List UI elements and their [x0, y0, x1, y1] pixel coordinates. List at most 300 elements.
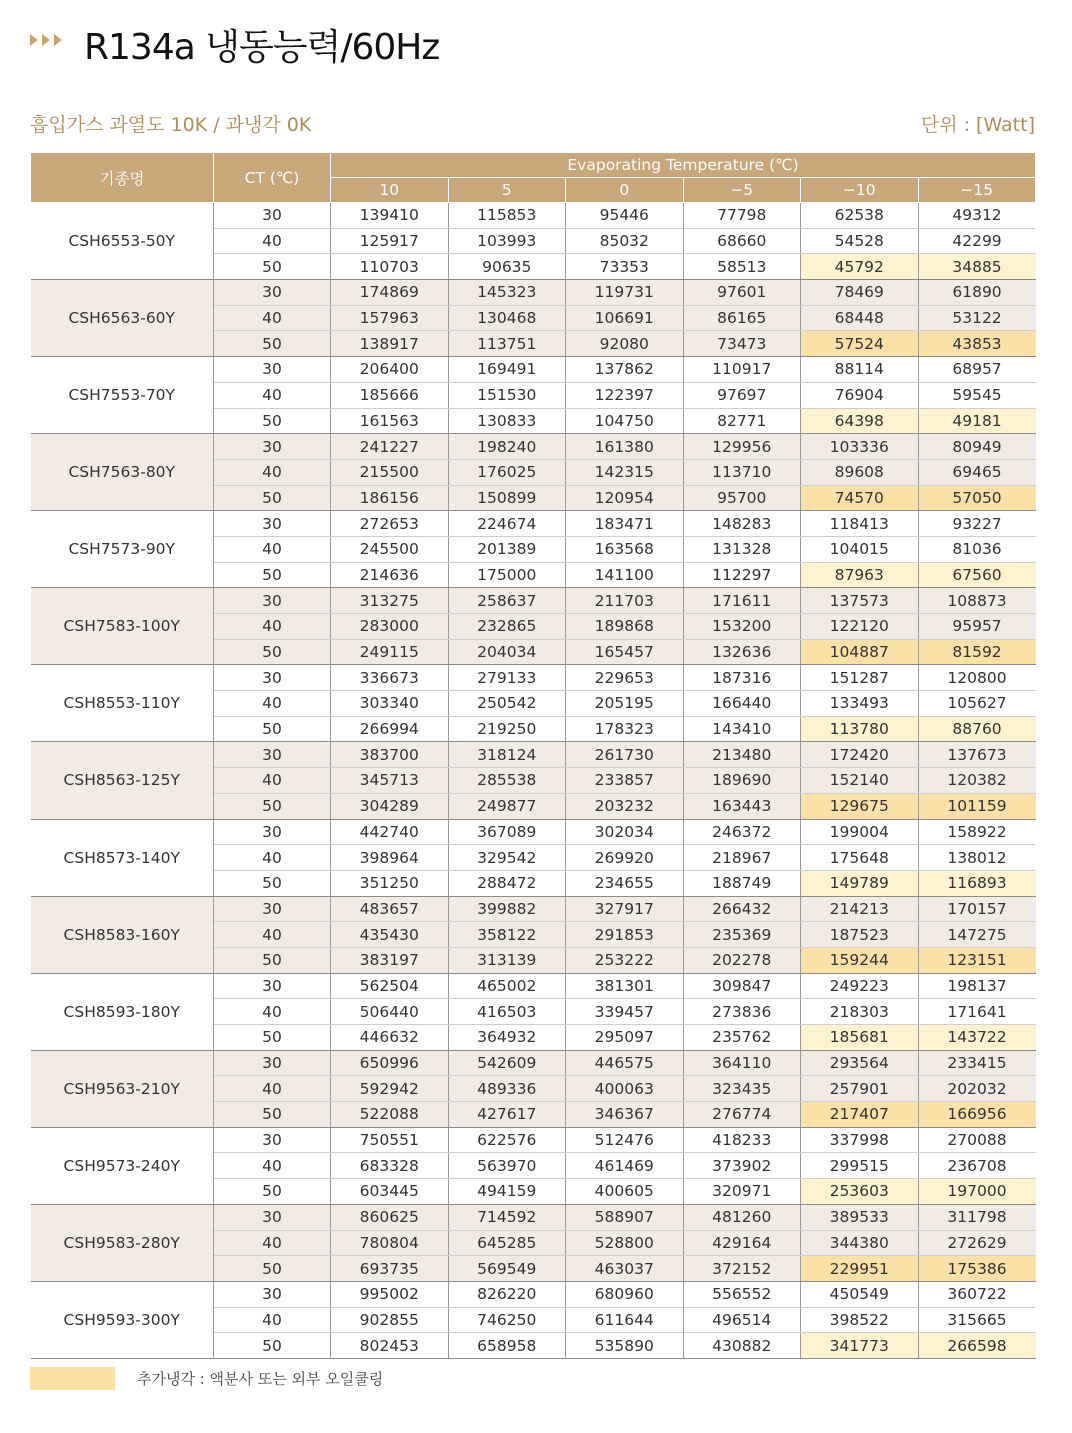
ct-cell: 50 [214, 1179, 331, 1205]
capacity-cell: 153200 [683, 614, 801, 640]
capacity-cell: 269920 [566, 845, 684, 871]
capacity-cell: 201389 [448, 536, 566, 562]
model-group [31, 280, 1036, 357]
ct-cell: 30 [214, 665, 331, 691]
capacity-cell: 97601 [683, 280, 801, 306]
capacity-cell: 138917 [331, 331, 449, 357]
capacity-cell: 364932 [448, 1025, 566, 1051]
capacity-cell: 258637 [448, 588, 566, 614]
ct-cell: 30 [214, 1204, 331, 1230]
capacity-cell: 42299 [918, 228, 1036, 254]
ct-cell: 40 [214, 691, 331, 717]
capacity-cell: 137673 [918, 742, 1036, 768]
capacity-cell: 650996 [331, 1050, 449, 1076]
model-group [31, 819, 1036, 896]
capacity-cell: 489336 [448, 1076, 566, 1102]
table-row [31, 819, 1036, 845]
capacity-cell: 43853 [918, 331, 1036, 357]
capacity-cell: 147275 [918, 922, 1036, 948]
header-evap-temp: 5 [448, 178, 566, 203]
ct-cell: 30 [214, 1281, 331, 1307]
capacity-cell: 329542 [448, 845, 566, 871]
capacity-cell: 266598 [918, 1333, 1036, 1359]
capacity-cell: 205195 [566, 691, 684, 717]
capacity-cell: 337998 [801, 1127, 919, 1153]
table-row [31, 1127, 1036, 1153]
capacity-cell: 129675 [801, 793, 919, 819]
capacity-cell: 279133 [448, 665, 566, 691]
capacity-cell: 57050 [918, 485, 1036, 511]
table-row [31, 665, 1036, 691]
ct-cell: 40 [214, 768, 331, 794]
model-group [31, 1281, 1036, 1358]
ct-cell: 30 [214, 357, 331, 383]
capacity-cell: 253222 [566, 947, 684, 973]
capacity-cell: 450549 [801, 1281, 919, 1307]
capacity-cell: 110917 [683, 357, 801, 383]
capacity-cell: 141100 [566, 562, 684, 588]
capacity-cell: 246372 [683, 819, 801, 845]
capacity-cell: 80949 [918, 434, 1036, 460]
capacity-cell: 62538 [801, 203, 919, 229]
model-group [31, 742, 1036, 819]
capacity-cell: 185681 [801, 1025, 919, 1051]
header-ct: CT (℃) [214, 153, 331, 203]
capacity-cell: 481260 [683, 1204, 801, 1230]
capacity-cell: 313275 [331, 588, 449, 614]
capacity-cell: 202278 [683, 947, 801, 973]
capacity-cell: 383197 [331, 947, 449, 973]
capacity-cell: 95957 [918, 614, 1036, 640]
capacity-cell: 132636 [683, 639, 801, 665]
model-group [31, 1127, 1036, 1204]
capacity-cell: 118413 [801, 511, 919, 537]
capacity-cell: 345713 [331, 768, 449, 794]
ct-cell: 50 [214, 485, 331, 511]
header-evap-group: Evaporating Temperature (℃) [331, 153, 1036, 178]
capacity-cell: 187316 [683, 665, 801, 691]
capacity-cell: 346367 [566, 1102, 684, 1128]
capacity-cell: 45792 [801, 254, 919, 280]
ct-cell: 40 [214, 614, 331, 640]
capacity-cell: 563970 [448, 1153, 566, 1179]
header-evap-temp: 10 [331, 178, 449, 203]
capacity-cell: 197000 [918, 1179, 1036, 1205]
table-row [31, 1050, 1036, 1076]
model-group [31, 588, 1036, 665]
capacity-cell: 204034 [448, 639, 566, 665]
capacity-cell: 320971 [683, 1179, 801, 1205]
capacity-cell: 383700 [331, 742, 449, 768]
capacity-cell: 175386 [918, 1256, 1036, 1282]
capacity-cell: 351250 [331, 870, 449, 896]
model-group [31, 973, 1036, 1050]
capacity-cell: 266432 [683, 896, 801, 922]
ct-cell: 40 [214, 1230, 331, 1256]
capacity-cell: 398964 [331, 845, 449, 871]
capacity-cell: 427617 [448, 1102, 566, 1128]
capacity-cell: 130833 [448, 408, 566, 434]
capacity-cell: 73473 [683, 331, 801, 357]
capacity-cell: 165457 [566, 639, 684, 665]
capacity-cell: 92080 [566, 331, 684, 357]
capacity-cell: 261730 [566, 742, 684, 768]
capacity-cell: 336673 [331, 665, 449, 691]
capacity-cell: 257901 [801, 1076, 919, 1102]
capacity-cell: 137862 [566, 357, 684, 383]
model-name-cell: CSH8553-110Y [31, 665, 214, 742]
ct-cell: 50 [214, 408, 331, 434]
capacity-cell: 622576 [448, 1127, 566, 1153]
capacity-cell: 429164 [683, 1230, 801, 1256]
capacity-cell: 373902 [683, 1153, 801, 1179]
capacity-cell: 218303 [801, 999, 919, 1025]
capacity-cell: 87963 [801, 562, 919, 588]
capacity-cell: 199004 [801, 819, 919, 845]
capacity-cell: 73353 [566, 254, 684, 280]
capacity-cell: 185666 [331, 382, 449, 408]
capacity-cell: 339457 [566, 999, 684, 1025]
capacity-cell: 253603 [801, 1179, 919, 1205]
capacity-cell: 217407 [801, 1102, 919, 1128]
capacity-cell: 116893 [918, 870, 1036, 896]
capacity-cell: 85032 [566, 228, 684, 254]
capacity-cell: 295097 [566, 1025, 684, 1051]
legend-swatch [30, 1367, 115, 1390]
capacity-cell: 161563 [331, 408, 449, 434]
capacity-cell: 360722 [918, 1281, 1036, 1307]
ct-cell: 40 [214, 845, 331, 871]
ct-cell: 40 [214, 999, 331, 1025]
capacity-cell: 299515 [801, 1153, 919, 1179]
capacity-cell: 233857 [566, 768, 684, 794]
ct-cell: 50 [214, 870, 331, 896]
ct-cell: 40 [214, 228, 331, 254]
capacity-cell: 61890 [918, 280, 1036, 306]
capacity-cell: 76904 [801, 382, 919, 408]
capacity-cell: 250542 [448, 691, 566, 717]
capacity-cell: 122397 [566, 382, 684, 408]
capacity-cell: 68448 [801, 305, 919, 331]
capacity-cell: 189868 [566, 614, 684, 640]
capacity-cell: 139410 [331, 203, 449, 229]
capacity-cell: 131328 [683, 536, 801, 562]
capacity-cell: 826220 [448, 1281, 566, 1307]
capacity-cell: 465002 [448, 973, 566, 999]
capacity-cell: 189690 [683, 768, 801, 794]
capacity-cell: 273836 [683, 999, 801, 1025]
capacity-cell: 398522 [801, 1307, 919, 1333]
model-name-cell: CSH9593-300Y [31, 1281, 214, 1358]
capacity-cell: 104015 [801, 536, 919, 562]
capacity-cell: 693735 [331, 1256, 449, 1282]
capacity-cell: 158922 [918, 819, 1036, 845]
capacity-cell: 97697 [683, 382, 801, 408]
capacity-cell: 285538 [448, 768, 566, 794]
capacity-cell: 229951 [801, 1256, 919, 1282]
capacity-cell: 171641 [918, 999, 1036, 1025]
header-evap-temp: −5 [683, 178, 801, 203]
model-name-cell: CSH7583-100Y [31, 588, 214, 665]
capacity-cell: 169491 [448, 357, 566, 383]
capacity-cell: 245500 [331, 536, 449, 562]
capacity-cell: 592942 [331, 1076, 449, 1102]
capacity-cell: 166440 [683, 691, 801, 717]
ct-cell: 30 [214, 896, 331, 922]
capacity-cell: 113710 [683, 459, 801, 485]
capacity-cell: 416503 [448, 999, 566, 1025]
model-name-cell: CSH6563-60Y [31, 280, 214, 357]
capacity-cell: 123151 [918, 947, 1036, 973]
capacity-cell: 129956 [683, 434, 801, 460]
capacity-cell: 249115 [331, 639, 449, 665]
capacity-cell: 59545 [918, 382, 1036, 408]
capacity-cell: 381301 [566, 973, 684, 999]
capacity-cell: 218967 [683, 845, 801, 871]
capacity-cell: 364110 [683, 1050, 801, 1076]
capacity-cell: 104750 [566, 408, 684, 434]
capacity-cell: 658958 [448, 1333, 566, 1359]
ct-cell: 50 [214, 1025, 331, 1051]
ct-cell: 30 [214, 973, 331, 999]
ct-cell: 40 [214, 1076, 331, 1102]
capacity-cell: 163443 [683, 793, 801, 819]
model-name-cell: CSH7553-70Y [31, 357, 214, 434]
capacity-cell: 137573 [801, 588, 919, 614]
model-group [31, 357, 1036, 434]
capacity-cell: 198137 [918, 973, 1036, 999]
ct-cell: 30 [214, 511, 331, 537]
header-evap-temp: −10 [801, 178, 919, 203]
capacity-cell: 211703 [566, 588, 684, 614]
capacity-cell: 88760 [918, 716, 1036, 742]
ct-cell: 50 [214, 1333, 331, 1359]
capacity-cell: 367089 [448, 819, 566, 845]
capacity-cell: 157963 [331, 305, 449, 331]
capacity-cell: 430882 [683, 1333, 801, 1359]
capacity-cell: 304289 [331, 793, 449, 819]
ct-cell: 30 [214, 434, 331, 460]
capacity-cell: 68957 [918, 357, 1036, 383]
subtitle-row [30, 110, 1035, 136]
model-name-cell: CSH6553-50Y [31, 203, 214, 280]
capacity-cell: 266994 [331, 716, 449, 742]
capacity-cell: 311798 [918, 1204, 1036, 1230]
capacity-cell: 611644 [566, 1307, 684, 1333]
capacity-cell: 133493 [801, 691, 919, 717]
table-row [31, 511, 1036, 537]
model-name-cell: CSH8593-180Y [31, 973, 214, 1050]
capacity-cell: 105627 [918, 691, 1036, 717]
model-group [31, 1050, 1036, 1127]
legend [30, 1367, 383, 1390]
legend-label: 추가냉각 : 액분사 또는 외부 오일쿨링 [137, 1370, 384, 1388]
capacity-cell: 303340 [331, 691, 449, 717]
table-row [31, 434, 1036, 460]
capacity-cell: 272629 [918, 1230, 1036, 1256]
capacity-cell: 151530 [448, 382, 566, 408]
ct-cell: 30 [214, 280, 331, 306]
capacity-cell: 236708 [918, 1153, 1036, 1179]
capacity-cell: 494159 [448, 1179, 566, 1205]
model-group [31, 203, 1036, 280]
ct-cell: 30 [214, 203, 331, 229]
capacity-cell: 159244 [801, 947, 919, 973]
capacity-cell: 400605 [566, 1179, 684, 1205]
capacity-cell: 233415 [918, 1050, 1036, 1076]
capacity-cell: 90635 [448, 254, 566, 280]
capacity-cell: 69465 [918, 459, 1036, 485]
capacity-cell: 746250 [448, 1307, 566, 1333]
capacity-cell: 176025 [448, 459, 566, 485]
ct-cell: 50 [214, 639, 331, 665]
capacity-cell: 86165 [683, 305, 801, 331]
capacity-cell: 58513 [683, 254, 801, 280]
capacity-cell: 120800 [918, 665, 1036, 691]
capacity-cell: 113751 [448, 331, 566, 357]
capacity-cell: 389533 [801, 1204, 919, 1230]
capacity-cell: 528800 [566, 1230, 684, 1256]
table-row [31, 896, 1036, 922]
capacity-cell: 81592 [918, 639, 1036, 665]
capacity-cell: 315665 [918, 1307, 1036, 1333]
capacity-cell: 562504 [331, 973, 449, 999]
capacity-cell: 512476 [566, 1127, 684, 1153]
ct-cell: 50 [214, 254, 331, 280]
capacity-cell: 64398 [801, 408, 919, 434]
capacity-cell: 235762 [683, 1025, 801, 1051]
capacity-cell: 163568 [566, 536, 684, 562]
model-name-cell: CSH7573-90Y [31, 511, 214, 588]
model-name-cell: CSH7563-80Y [31, 434, 214, 511]
capacity-cell: 188749 [683, 870, 801, 896]
capacity-cell: 318124 [448, 742, 566, 768]
capacity-cell: 569549 [448, 1256, 566, 1282]
model-name-cell: CSH9583-280Y [31, 1204, 214, 1281]
capacity-cell: 446575 [566, 1050, 684, 1076]
capacity-cell: 148283 [683, 511, 801, 537]
model-name-cell: CSH8563-125Y [31, 742, 214, 819]
capacity-cell: 293564 [801, 1050, 919, 1076]
header-evap-temp: 0 [566, 178, 684, 203]
capacity-cell: 74570 [801, 485, 919, 511]
ct-cell: 30 [214, 1127, 331, 1153]
capacity-cell: 175000 [448, 562, 566, 588]
capacity-cell: 224674 [448, 511, 566, 537]
table-row [31, 588, 1036, 614]
capacity-cell: 680960 [566, 1281, 684, 1307]
capacity-cell: 645285 [448, 1230, 566, 1256]
capacity-cell: 187523 [801, 922, 919, 948]
capacity-cell: 67560 [918, 562, 1036, 588]
capacity-cell: 535890 [566, 1333, 684, 1359]
capacity-cell: 302034 [566, 819, 684, 845]
capacity-cell: 235369 [683, 922, 801, 948]
capacity-cell: 183471 [566, 511, 684, 537]
capacity-cell: 142315 [566, 459, 684, 485]
capacity-cell: 151287 [801, 665, 919, 691]
capacity-cell: 203232 [566, 793, 684, 819]
capacity-cell: 103993 [448, 228, 566, 254]
capacity-cell: 103336 [801, 434, 919, 460]
capacity-cell: 54528 [801, 228, 919, 254]
capacity-cell: 77798 [683, 203, 801, 229]
capacity-cell: 161380 [566, 434, 684, 460]
capacity-cell: 506440 [331, 999, 449, 1025]
capacity-cell: 291853 [566, 922, 684, 948]
header-evap-temp: −15 [918, 178, 1036, 203]
table-row [31, 973, 1036, 999]
ct-cell: 40 [214, 382, 331, 408]
ct-cell: 40 [214, 459, 331, 485]
capacity-cell: 82771 [683, 408, 801, 434]
capacity-cell: 125917 [331, 228, 449, 254]
capacity-cell: 234655 [566, 870, 684, 896]
capacity-cell: 170157 [918, 896, 1036, 922]
capacity-cell: 214636 [331, 562, 449, 588]
capacity-cell: 89608 [801, 459, 919, 485]
capacity-cell: 112297 [683, 562, 801, 588]
model-name-cell: CSH9563-210Y [31, 1050, 214, 1127]
capacity-cell: 113780 [801, 716, 919, 742]
capacity-cell: 327917 [566, 896, 684, 922]
ct-cell: 50 [214, 331, 331, 357]
model-group [31, 434, 1036, 511]
capacity-cell: 143722 [918, 1025, 1036, 1051]
capacity-cell: 270088 [918, 1127, 1036, 1153]
capacity-cell: 995002 [331, 1281, 449, 1307]
capacity-cell: 249223 [801, 973, 919, 999]
capacity-table [30, 152, 1036, 1359]
capacity-cell: 272653 [331, 511, 449, 537]
capacity-cell: 53122 [918, 305, 1036, 331]
capacity-cell: 372152 [683, 1256, 801, 1282]
capacity-cell: 57524 [801, 331, 919, 357]
capacity-cell: 603445 [331, 1179, 449, 1205]
model-group [31, 1204, 1036, 1281]
capacity-cell: 341773 [801, 1333, 919, 1359]
capacity-cell: 95700 [683, 485, 801, 511]
capacity-cell: 418233 [683, 1127, 801, 1153]
capacity-cell: 172420 [801, 742, 919, 768]
model-group [31, 665, 1036, 742]
triple-arrow-icon [30, 34, 62, 46]
capacity-cell: 214213 [801, 896, 919, 922]
ct-cell: 40 [214, 1307, 331, 1333]
capacity-cell: 399882 [448, 896, 566, 922]
capacity-cell: 556552 [683, 1281, 801, 1307]
capacity-cell: 435430 [331, 922, 449, 948]
ct-cell: 30 [214, 819, 331, 845]
table-row [31, 280, 1036, 306]
capacity-cell: 232865 [448, 614, 566, 640]
capacity-cell: 110703 [331, 254, 449, 280]
capacity-cell: 463037 [566, 1256, 684, 1282]
ct-cell: 50 [214, 947, 331, 973]
capacity-cell: 202032 [918, 1076, 1036, 1102]
capacity-cell: 93227 [918, 511, 1036, 537]
model-name-cell: CSH9573-240Y [31, 1127, 214, 1204]
capacity-cell: 81036 [918, 536, 1036, 562]
capacity-cell: 88114 [801, 357, 919, 383]
capacity-cell: 683328 [331, 1153, 449, 1179]
ct-cell: 40 [214, 305, 331, 331]
conditions-subtitle: 흡입가스 과열도 10K / 과냉각 0K [30, 113, 312, 136]
table-row [31, 1204, 1036, 1230]
capacity-cell: 442740 [331, 819, 449, 845]
capacity-cell: 95446 [566, 203, 684, 229]
capacity-cell: 68660 [683, 228, 801, 254]
